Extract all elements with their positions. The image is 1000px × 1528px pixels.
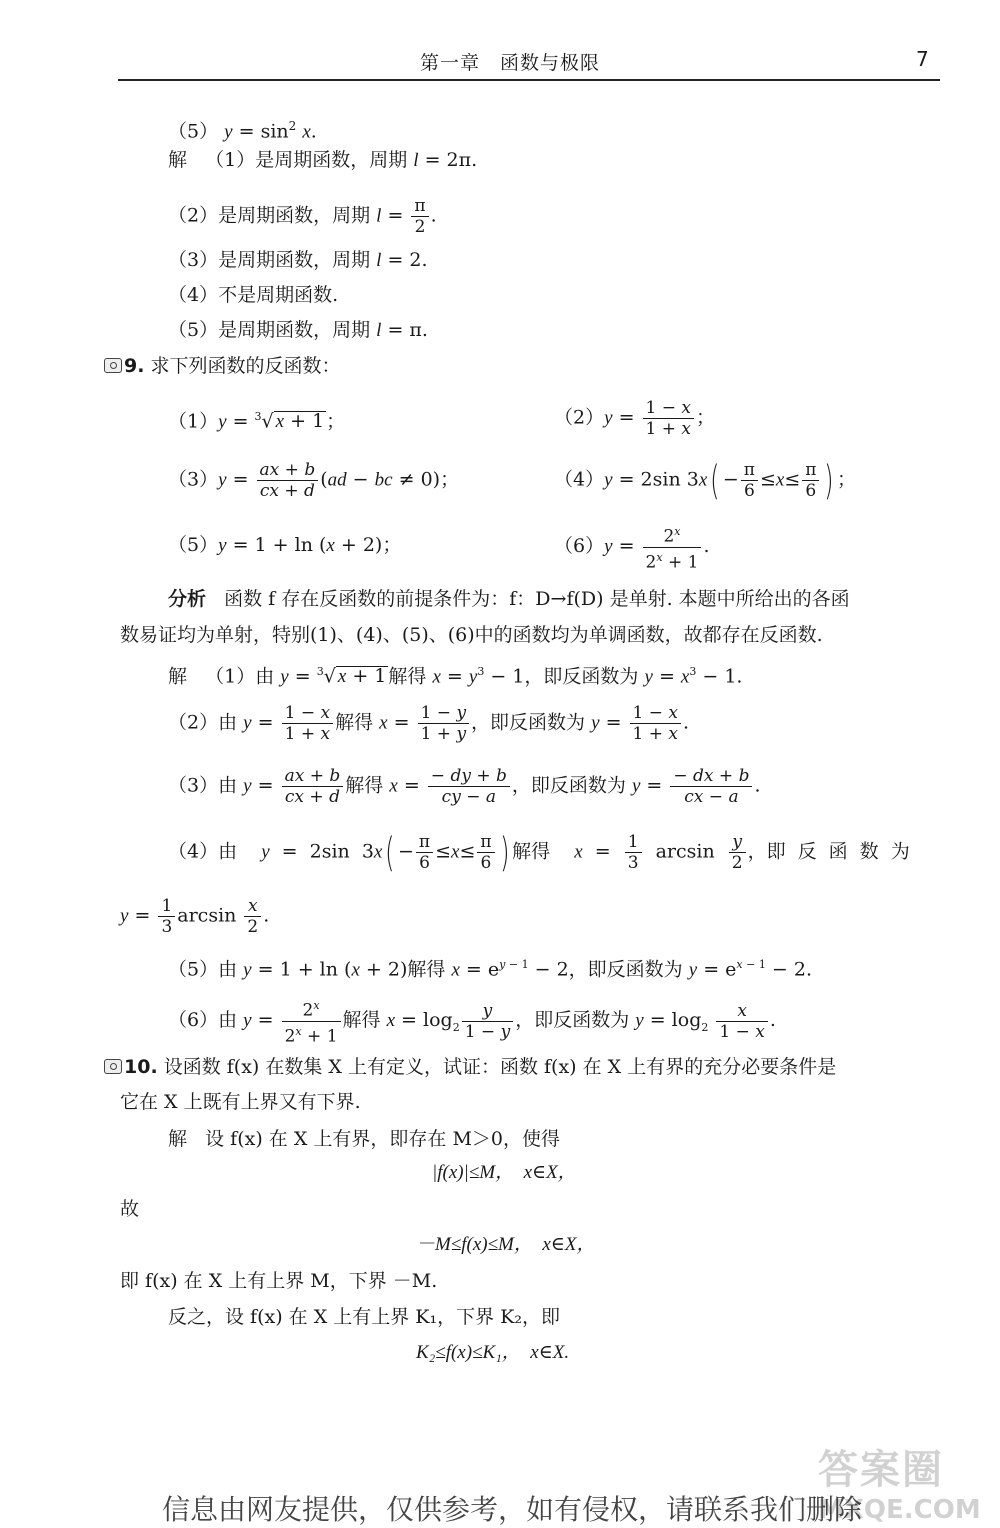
- magnifier-icon: [104, 358, 122, 373]
- p9-sol4-cont: y = $\frac{1}{3}$ arcsin $\frac{x}{2}$ .: [120, 896, 270, 937]
- p10-stem-line2: 它在 X 上既有上界又有下界.: [120, 1091, 361, 1113]
- watermark-text: 答案圈: [818, 1447, 944, 1493]
- running-header-title: 第一章 函数与极限: [420, 52, 601, 74]
- p9-sol3: （3）由 y = $\frac{ax + b}{cx + d}$ 解得 x = $\frac{- dy + b}{cy - a}$ ，即反函数为 y = $\frac{- dx + b}{cx - a}$ .: [168, 766, 761, 807]
- p8-sol5: （5）是周期函数，周期 l = π.: [168, 319, 428, 341]
- p9-item4: （4）y = 2sin 3x( − $\frac{\pi}{6}$ ≤x≤ $\frac{\pi}{6}$ ) ；: [554, 457, 857, 504]
- p8-sol4: （4）不是周期函数.: [168, 284, 339, 306]
- p9-stem: 9. 求下列函数的反函数：: [124, 355, 341, 377]
- p8-sol3: （3）是周期函数，周期 l = 2.: [168, 249, 428, 271]
- p10-line-ji: 即 f(x) 在 X 上有上界 M，下界 －M.: [120, 1270, 438, 1292]
- p8-sol2: （2）是周期函数，周期 l = $\frac{\pi}{2}$ .: [168, 196, 437, 237]
- p10-gu: 故: [120, 1198, 140, 1220]
- p10-eq2: －M≤f(x)≤M， x∈X，: [416, 1234, 596, 1255]
- p8-sol1: 解 （1）是周期函数，周期 l = 2π.: [168, 149, 478, 171]
- p9-sol5: （5）由 y = 1 + ln (x + 2)解得 $x = e^{y - 1} - 2$，即反函数为 $y = e^{x - 1} - 2$.: [168, 958, 812, 981]
- p9-item2: （2）y = $\frac{1 - x}{1 + x}$ ；: [554, 398, 716, 439]
- magnifier-icon: [104, 1059, 122, 1074]
- p9-item3: （3）y = $\frac{ax + b}{cx + d}$ (ad − bc ≠ 0)；: [168, 460, 460, 501]
- p9-item1: （1）y = $^3$√ x + 1 ；: [168, 410, 346, 433]
- p10-eq1: |f(x)|≤M， x∈X，: [432, 1162, 577, 1183]
- p9-sol1: 解 （1）由 y = $^3$√ x + 1 解得 $x = y^3 - 1$，即反函数为 $y = x^3 - 1$.: [168, 665, 743, 688]
- p9-sol2: （2）由 y = $\frac{1 - x}{1 + x}$ 解得 x = $\frac{1 - y}{1 + y}$ ，即反函数为 y = $\frac{1 - x}{1 + x}$ .: [168, 703, 690, 744]
- page-number: 7: [916, 47, 929, 71]
- p9-sol6: （6）由 y = $\frac{2^x}{2^x + 1}$ 解得 $x = \log_2$ $\frac{y}{1 - y}$ ，即反函数为 $y = \log_2$ $\frac{x}{1 - x}$ .: [168, 996, 776, 1046]
- p9-analysis-line1: 分析 函数 f 存在反函数的前提条件为：f：D→f(D) 是单射. 本题中所给出的各函: [168, 588, 850, 610]
- watermark-logo: [818, 1438, 981, 1525]
- watermark-url: MXQE.COM: [818, 1495, 981, 1525]
- p8-item5: （5） $y = \sin^2 x$.: [168, 119, 317, 143]
- p9-sol4: （4）由 y = 2sin 3x( − $\frac{\pi}{6}$ ≤x≤ $\frac{\pi}{6}$ ) 解得 x = $\frac{1}{3}$ arcsin $\frac{y}{2}$ ，即 反 函 数 为: [168, 829, 910, 876]
- footer-disclaimer: 信息由网友提供，仅供参考，如有侵权，请联系我们删除: [162, 1493, 863, 1526]
- p10-stem-line1: 10. 设函数 f(x) 在数集 X 上有定义，试证：函数 f(x) 在 X 上有界的充分必要条件是: [124, 1056, 837, 1078]
- p10-line-fan: 反之，设 f(x) 在 X 上有上界 K₁，下界 K₂，即: [168, 1306, 560, 1328]
- header-rule: [118, 79, 940, 81]
- p9-item5: （5）y = 1 + ln (x + 2)；: [168, 534, 402, 556]
- p10-sol-line1: 解 设 f(x) 在 X 上有界，即存在 M＞0，使得: [168, 1128, 560, 1150]
- p9-item6: （6）y = $\frac{2^x}{2^x + 1}$ .: [554, 522, 710, 572]
- p10-eq3: K₂≤f(x)≤K₁， x∈X.: [416, 1342, 570, 1363]
- p9-analysis-line2: 数易证均为单射，特别(1)、(4)、(5)、(6)中的函数均为单调函数，故都存在反函数.: [120, 624, 823, 646]
